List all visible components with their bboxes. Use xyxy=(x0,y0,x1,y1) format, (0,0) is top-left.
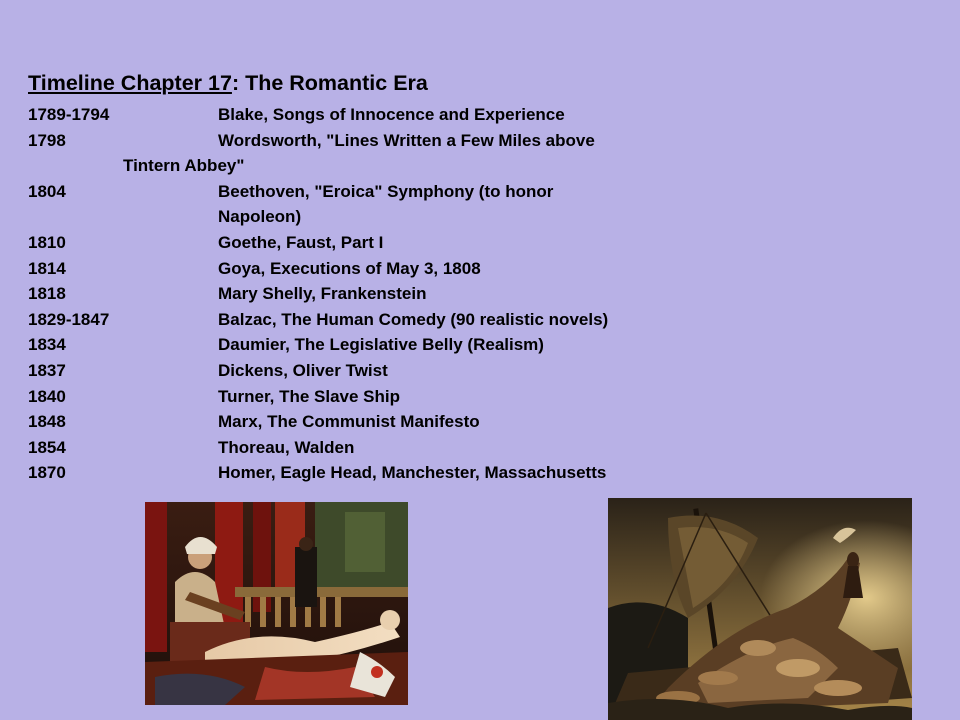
entry-text xyxy=(218,179,748,230)
entry-line: Dickens, Oliver Twist xyxy=(218,360,388,380)
entry-year: 1804 xyxy=(28,181,66,201)
timeline-entry xyxy=(28,179,748,230)
entry-text xyxy=(218,409,748,435)
timeline-entry xyxy=(28,332,748,358)
timeline-entry xyxy=(28,281,748,307)
slide-title xyxy=(28,68,428,98)
entry-year: 1840 xyxy=(28,386,66,406)
entry-year: 1848 xyxy=(28,412,66,432)
slide-title-rest: : The Romantic Era xyxy=(231,71,428,95)
entry-line-continued: Napoleon) xyxy=(218,207,302,227)
entry-text xyxy=(218,256,748,282)
timeline-entry xyxy=(28,128,748,179)
entry-year: 1814 xyxy=(28,258,66,278)
timeline-entry xyxy=(28,230,748,256)
entry-line-continued: Tintern Abbey" xyxy=(123,156,245,176)
entry-line: Daumier, The Legislative Belly (Realism) xyxy=(218,335,544,355)
timeline-entry xyxy=(28,384,748,410)
entry-year: 1829-1847 xyxy=(28,309,110,329)
entry-line: Homer, Eagle Head, Manchester, Massachusetts xyxy=(218,463,607,483)
entry-line: Thoreau, Walden xyxy=(218,437,355,457)
entry-year: 1789-1794 xyxy=(28,105,110,124)
entry-year: 1854 xyxy=(28,437,66,457)
entry-line: Turner, The Slave Ship xyxy=(218,386,401,406)
entry-line: Balzac, The Human Comedy (90 realistic novels) xyxy=(218,309,609,329)
timeline-entry xyxy=(28,307,748,333)
entry-text xyxy=(218,281,748,307)
odalisque-with-slave-painting xyxy=(145,502,408,705)
entry-line: Blake, Songs of Innocence and Experience xyxy=(218,105,565,124)
entry-year: 1798 xyxy=(28,130,66,150)
entry-line: Wordsworth, "Lines Written a Few Miles above xyxy=(218,130,595,150)
entry-text xyxy=(218,102,748,128)
entry-line: Beethoven, "Eroica" Symphony (to honor xyxy=(218,181,554,201)
entry-year: 1810 xyxy=(28,232,66,252)
entry-line: Mary Shelly, Frankenstein xyxy=(218,284,427,304)
entry-text xyxy=(218,307,748,333)
timeline-entry xyxy=(28,102,748,128)
entry-text xyxy=(218,384,748,410)
slide-title-underlined: Timeline Chapter 17 xyxy=(28,71,232,95)
entry-line: Goethe, Faust, Part I xyxy=(218,232,384,252)
entry-year: 1870 xyxy=(28,463,66,483)
entry-text xyxy=(218,435,748,461)
entry-text xyxy=(218,460,748,486)
entry-text xyxy=(218,230,748,256)
entry-text xyxy=(123,128,748,179)
timeline-entry xyxy=(28,358,748,384)
entry-year: 1834 xyxy=(28,335,66,355)
entry-line: Marx, The Communist Manifesto xyxy=(218,412,480,432)
timeline-list xyxy=(28,102,748,486)
timeline-entry xyxy=(28,409,748,435)
entry-line: Goya, Executions of May 3, 1808 xyxy=(218,258,481,278)
timeline-entry xyxy=(28,435,748,461)
entry-text xyxy=(218,332,748,358)
timeline-entry xyxy=(28,256,748,282)
entry-year: 1837 xyxy=(28,360,66,380)
timeline-entry xyxy=(28,460,748,486)
entry-text xyxy=(218,358,748,384)
raft-of-the-medusa-painting xyxy=(608,498,912,720)
entry-year: 1818 xyxy=(28,284,66,304)
